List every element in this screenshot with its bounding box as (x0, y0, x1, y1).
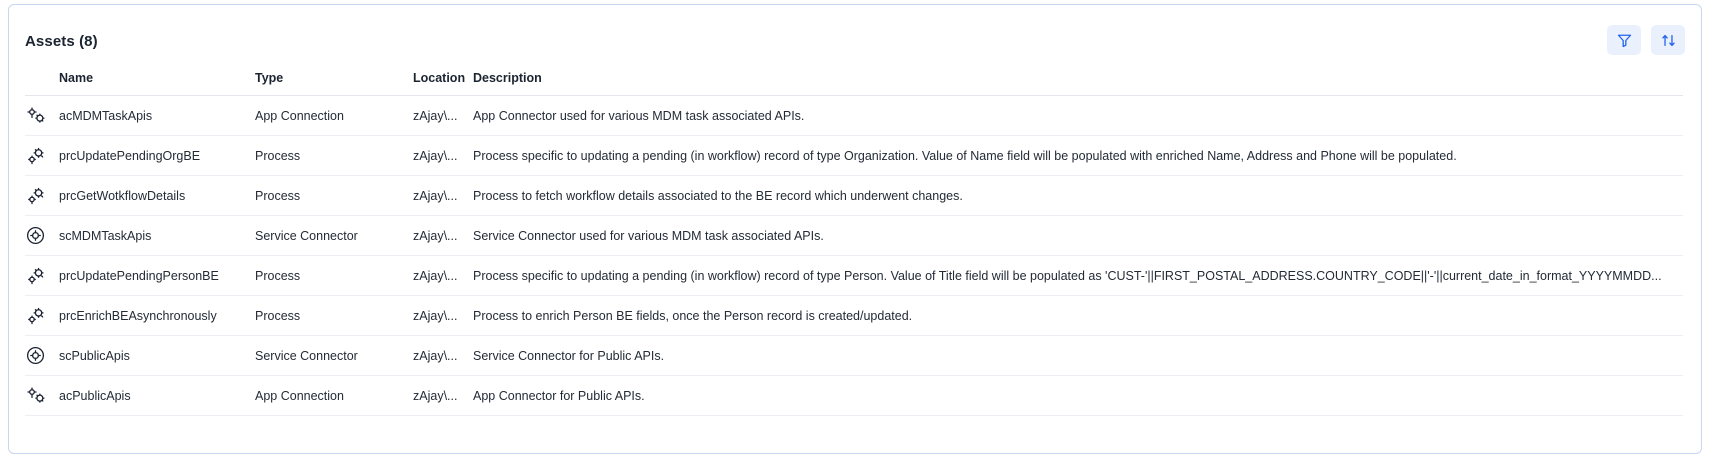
table-row[interactable] (25, 336, 1683, 376)
cell-type: Service Connector (255, 336, 413, 376)
cell-location: zAjay\... (413, 256, 473, 296)
process-icon (25, 145, 47, 167)
cell-name: prcUpdatePendingOrgBE (59, 136, 255, 176)
column-header-name[interactable]: Name (59, 71, 255, 96)
cell-name: acPublicApis (59, 376, 255, 416)
filter-button[interactable] (1607, 25, 1641, 55)
row-icon-cell (25, 136, 59, 176)
row-icon-cell (25, 376, 59, 416)
panel-header (9, 5, 1701, 71)
sort-button[interactable] (1651, 25, 1685, 55)
row-icon-cell (25, 96, 59, 136)
row-icon-cell (25, 176, 59, 216)
cell-location: zAjay\... (413, 336, 473, 376)
row-icon-cell (25, 296, 59, 336)
cell-type: App Connection (255, 376, 413, 416)
table-row[interactable] (25, 296, 1683, 336)
column-header-location[interactable]: Location (413, 71, 473, 96)
cell-type: App Connection (255, 96, 413, 136)
cell-name: scMDMTaskApis (59, 216, 255, 256)
table-header-row (25, 71, 1683, 96)
cell-name: prcUpdatePendingPersonBE (59, 256, 255, 296)
cell-location: zAjay\... (413, 176, 473, 216)
row-icon-cell (25, 216, 59, 256)
process-icon (25, 185, 47, 207)
column-header-type[interactable]: Type (255, 71, 413, 96)
service-connector-icon (25, 345, 47, 367)
cell-description: Process specific to updating a pending (in workflow) record of type Person. Value of Title field will be populated as 'CUST-'||FIRST_POSTAL_ADDRESS.COUNTRY_CODE||'-'||current_date_in_format_YYYYMMDD... (473, 256, 1683, 296)
table-body (25, 96, 1683, 416)
column-header-icon (25, 71, 59, 96)
cell-type: Process (255, 136, 413, 176)
cell-description: Service Connector for Public APIs. (473, 336, 1683, 376)
cell-location: zAjay\... (413, 96, 473, 136)
cell-location: zAjay\... (413, 136, 473, 176)
cell-type: Process (255, 296, 413, 336)
cell-type: Service Connector (255, 216, 413, 256)
page-title: Assets (8) (25, 33, 98, 50)
cell-name: prcEnrichBEAsynchronously (59, 296, 255, 336)
service-connector-icon (25, 225, 47, 247)
cell-type: Process (255, 176, 413, 216)
cell-description: Process to enrich Person BE fields, once the Person record is created/updated. (473, 296, 1683, 336)
cell-description: Service Connector used for various MDM task associated APIs. (473, 216, 1683, 256)
cell-name: scPublicApis (59, 336, 255, 376)
cell-name: acMDMTaskApis (59, 96, 255, 136)
table-row[interactable] (25, 136, 1683, 176)
cell-name: prcGetWotkflowDetails (59, 176, 255, 216)
table-row[interactable] (25, 376, 1683, 416)
assets-table (25, 71, 1683, 416)
table-row[interactable] (25, 176, 1683, 216)
cell-description: Process to fetch workflow details associated to the BE record which underwent changes. (473, 176, 1683, 216)
cell-description: Process specific to updating a pending (in workflow) record of type Organization. Value of Name field will be populated with enriched Name, Address and Phone will be populated. (473, 136, 1683, 176)
cell-location: zAjay\... (413, 376, 473, 416)
assets-panel (8, 4, 1702, 454)
app-connection-icon (25, 385, 47, 407)
filter-icon (1617, 33, 1632, 48)
table-row[interactable] (25, 96, 1683, 136)
cell-location: zAjay\... (413, 216, 473, 256)
process-icon (25, 305, 47, 327)
app-connection-icon (25, 105, 47, 127)
cell-description: App Connector used for various MDM task associated APIs. (473, 96, 1683, 136)
column-header-description[interactable]: Description (473, 71, 1683, 96)
sort-icon (1661, 33, 1676, 48)
row-icon-cell (25, 336, 59, 376)
row-icon-cell (25, 256, 59, 296)
table-row[interactable] (25, 216, 1683, 256)
cell-type: Process (255, 256, 413, 296)
process-icon (25, 265, 47, 287)
header-actions (1607, 25, 1685, 55)
cell-description: App Connector for Public APIs. (473, 376, 1683, 416)
table-row[interactable] (25, 256, 1683, 296)
cell-location: zAjay\... (413, 296, 473, 336)
